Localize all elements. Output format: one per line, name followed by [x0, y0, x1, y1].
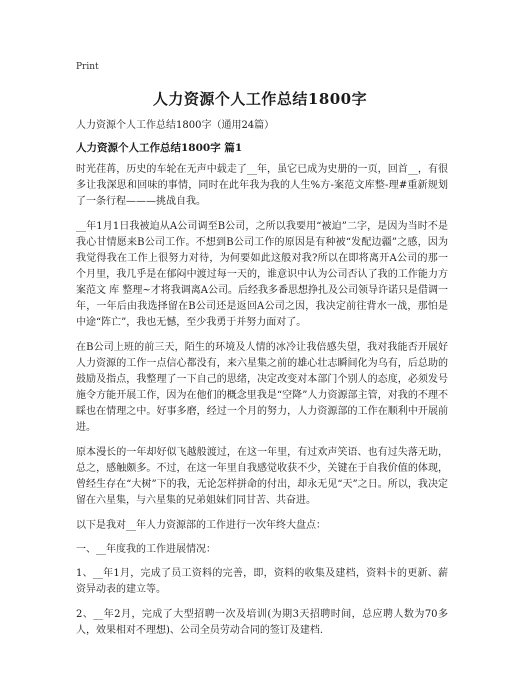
paragraph: __年1月1日我被迫从A公司调至B公司，之所以我要用“被迫”二字，是因为当时不是我心甘情愿来B公司工作。不想到B公司工作的原因是有种被“发配边疆”之感，因为我觉得我在工作上很努力对待，为何要如此这般对我?所以在即将离开A公司的那一个月里，我几乎是在郁闷中渡过每一天的，谁意识中认为公司否认了我的工作能力方案范文 库 整理~才将我调离A公司。后经我多番思想挣扎及公司领导许诺只是借调一年，一年后由我选择留在B公司还是返回A公司之因，我决定前往背水一战，那怕是中途“阵亡”，我也无憾，至少我勇于并努力面对了。	[76, 221, 448, 328]
list-heading: 一、__年度我的工作进展情况：	[76, 544, 216, 555]
document-body	[76, 162, 448, 648]
print-label: Print	[76, 62, 99, 72]
section-heading: 人力资源个人工作总结1800字 篇1	[76, 142, 243, 154]
list-item: 2、__年2月，完成了大型招聘一次及培训(为期3天招聘时间，总应聘人数为70多人，效果相对不理想)、公司全员劳动合同的签订及建档.	[76, 609, 448, 636]
document-title: 人力资源个人工作总结1800字	[152, 90, 368, 108]
paragraph: 在B公司上班的前三天，陌生的环境及人情的冰冷让我倍感失望，我对我能否开展好人力资源的工作一点信心都没有，来六星集之前的雄心壮志瞬间化为乌有，后总助的鼓励及指点，我整理了一下自己的思绪，决定改变对本部门个别人的态度，必须发号施令方能开展工作，因为在他们的概念里我是“空降”人力资源部主管，对我的不理不睬也在情理之中。好事多磨，经过一个月的努力，人力资源部的工作在顺利中开展前进。	[76, 342, 448, 433]
paragraph: 以下是我对__年人力资源部的工作进行一次年终大盘点：	[76, 520, 326, 531]
list-item: 1、__年1月，完成了员工资料的完善，即，资料的收集及建档，资料卡的更新、薪资异动表的建立等。	[76, 568, 448, 595]
paragraph: 原本漫长的一年却好似飞越般渡过，在这一年里，有过欢声笑语、也有过失落无助，总之，感触颇多。不过，在这一年里自我感觉收获不少，关键在于自我价值的体现，曾经生存在“大树”下的我，无论怎样拼命的付出，却永无见“天”之日。所以，我决定留在六星集，与六星集的兄弟姐妹们同甘苦、共奋进。	[76, 447, 448, 506]
paragraph: 时光荏苒，历史的车轮在无声中载走了__年，虽它已成为史册的一页，回首__，有很多让我深思和回味的事情，同时在此年我为我的人生%方-案范文库整-理#重新规划了一条行程———挑战自我。	[76, 164, 448, 207]
document-subtitle: 人力资源个人工作总结1800字（通用24篇）	[76, 120, 275, 131]
